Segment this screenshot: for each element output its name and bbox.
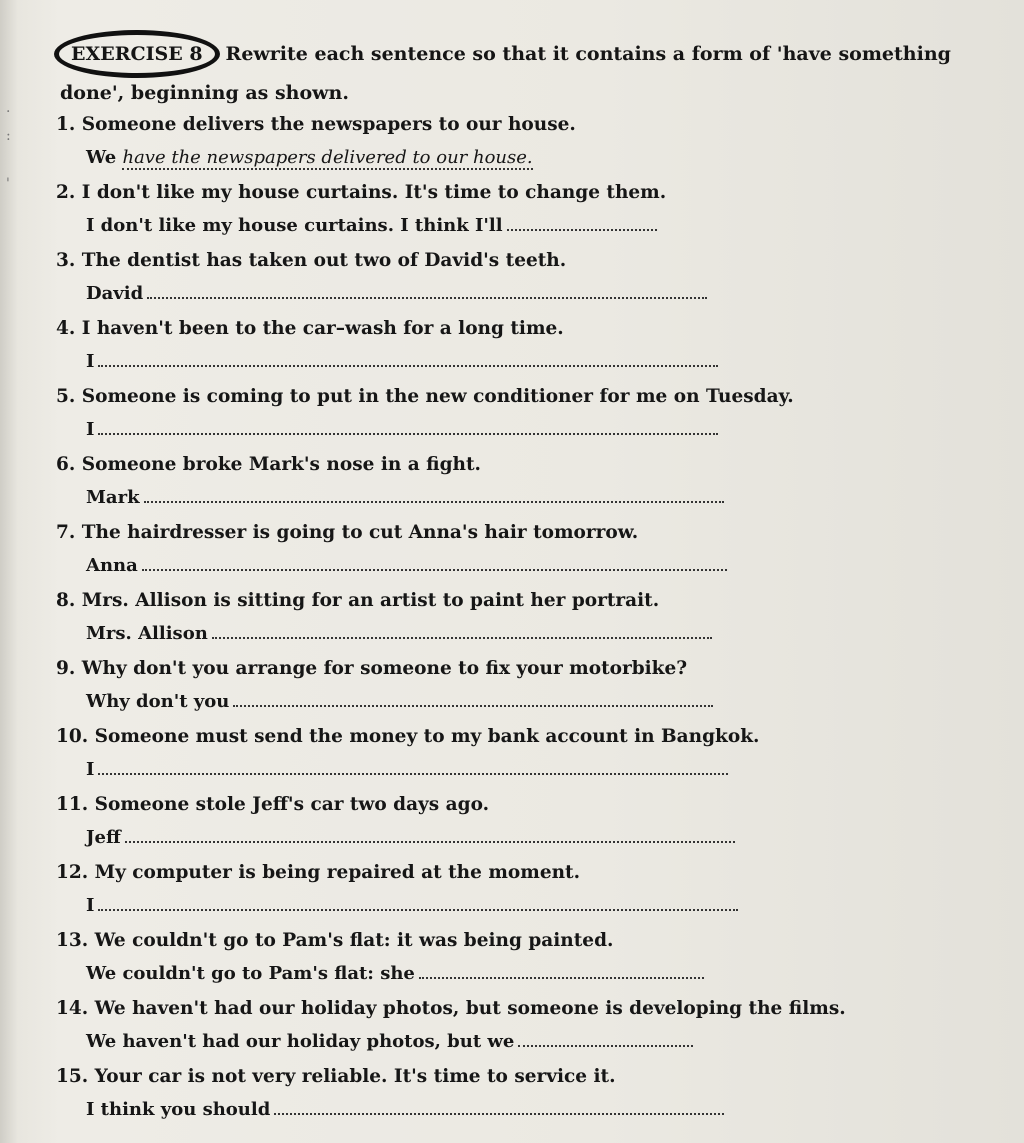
answer-blank[interactable] [233, 693, 713, 707]
answer-line[interactable] [56, 210, 956, 242]
exercise-item-14 [56, 992, 956, 1058]
answer-blank[interactable] [507, 217, 657, 231]
answer-prefix: I [86, 419, 95, 440]
answer-line[interactable] [56, 550, 956, 582]
answer-blank[interactable] [518, 1033, 693, 1047]
answer-prefix: Jeff [86, 827, 121, 848]
exercise-item-2 [56, 176, 956, 242]
exercise-item-3 [56, 244, 956, 310]
answer-line[interactable] [56, 142, 956, 174]
answer-blank[interactable] [98, 761, 728, 775]
answer-prefix: We haven't had our holiday photos, but we [86, 1031, 515, 1052]
exercise-item-5 [56, 380, 956, 446]
answer-line[interactable] [56, 686, 956, 718]
answer-line[interactable] [56, 890, 956, 922]
answer-blank[interactable] [125, 829, 735, 843]
question-text: 12. My computer is being repaired at the moment. [56, 862, 581, 883]
answer-line[interactable] [56, 346, 956, 378]
answer-blank[interactable] [419, 965, 704, 979]
answer-blank[interactable] [98, 421, 718, 435]
question-text: 9. Why don't you arrange for someone to fix your motorbike? [56, 658, 688, 679]
exercise-item-11 [56, 788, 956, 854]
answer-line[interactable] [56, 278, 956, 310]
answer-line[interactable] [56, 482, 956, 514]
answer-prefix: I don't like my house curtains. I think I'll [86, 215, 503, 236]
answer-blank[interactable] [144, 489, 724, 503]
answer-prefix: I think you should [86, 1099, 271, 1120]
answer-line[interactable] [56, 958, 956, 990]
exercise-instruction: Rewrite each sentence so that it contains a form of 'have something done', beginning as shown. [60, 43, 951, 104]
answer-line[interactable] [56, 1026, 956, 1058]
question-text: 14. We haven't had our holiday photos, but someone is developing the films. [56, 998, 846, 1019]
question-text: 3. The dentist has taken out two of David's teeth. [56, 250, 567, 271]
question-text: 11. Someone stole Jeff's car two days ago. [56, 794, 490, 815]
question-text: 1. Someone delivers the newspapers to our house. [56, 114, 576, 135]
exercise-item-6 [56, 448, 956, 514]
answer-prefix: David [86, 283, 144, 304]
margin-marks: · : ' [6, 104, 11, 192]
exercise-item-7 [56, 516, 956, 582]
answer-prefix: Mrs. Allison [86, 623, 208, 644]
answer-prefix: We [86, 147, 117, 168]
question-text: 5. Someone is coming to put in the new conditioner for me on Tuesday. [56, 386, 794, 407]
answer-blank[interactable] [147, 285, 707, 299]
answer-blank[interactable] [98, 897, 738, 911]
exercise-label-circled: EXERCISE 8 [54, 30, 220, 78]
question-text: 15. Your car is not very reliable. It's time to service it. [56, 1066, 616, 1087]
answer-blank[interactable] [142, 557, 727, 571]
question-text: 10. Someone must send the money to my bank account in Bangkok. [56, 726, 760, 747]
answer-line[interactable] [56, 754, 956, 786]
answer-prefix: We couldn't go to Pam's flat: she [86, 963, 415, 984]
exercise-items [56, 108, 956, 1128]
answer-blank[interactable] [212, 625, 712, 639]
answer-line[interactable] [56, 822, 956, 854]
answer-line[interactable] [56, 1094, 956, 1126]
answer-prefix: I [86, 895, 95, 916]
question-text: 13. We couldn't go to Pam's flat: it was being painted. [56, 930, 614, 951]
answer-prefix: Why don't you [86, 691, 230, 712]
question-text: 2. I don't like my house curtains. It's time to change them. [56, 182, 667, 203]
answer-prefix: Mark [86, 487, 140, 508]
exercise-item-10 [56, 720, 956, 786]
answer-prefix: Anna [86, 555, 138, 576]
question-text: 6. Someone broke Mark's nose in a fight. [56, 454, 481, 475]
answer-filled[interactable]: have the newspapers delivered to our house. [122, 147, 533, 168]
exercise-item-4 [56, 312, 956, 378]
exercise-item-9 [56, 652, 956, 718]
exercise-item-15 [56, 1060, 956, 1126]
question-text: 7. The hairdresser is going to cut Anna's hair tomorrow. [56, 522, 639, 543]
exercise-item-13 [56, 924, 956, 990]
answer-blank[interactable] [274, 1101, 724, 1115]
answer-line[interactable] [56, 618, 956, 650]
exercise-item-1 [56, 108, 956, 174]
answer-prefix: I [86, 351, 95, 372]
question-text: 8. Mrs. Allison is sitting for an artist to paint her portrait. [56, 590, 660, 611]
exercise-item-12 [56, 856, 956, 922]
answer-blank[interactable] [98, 353, 718, 367]
answer-prefix: I [86, 759, 95, 780]
answer-line[interactable] [56, 414, 956, 446]
question-text: 4. I haven't been to the car–wash for a long time. [56, 318, 564, 339]
exercise-header [60, 30, 1010, 108]
exercise-item-8 [56, 584, 956, 650]
